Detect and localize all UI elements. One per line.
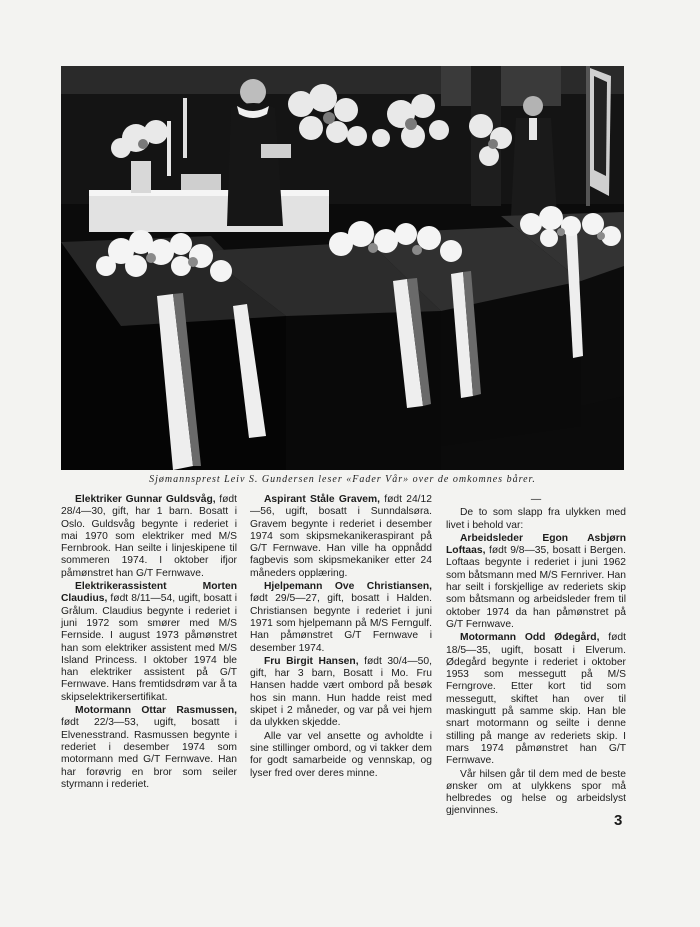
paragraph-lead: Elektrikerassistent Morten Claudius, [61,581,237,605]
paragraph-text: Vår hilsen går til dem med de beste ønsker om at ulykkens spor må helbredes og helse og arbeidslyst gjenvinnes. [446,768,626,817]
paragraph-text: født 28/4—30, gift, har 1 barn. Bosatt i Oslo. Guldsvåg begynte i rederiet i mai 1970 som elektriker med M/S Fernbrook. Han seilte i linjeskipene til sommeren 1974. I oktober ifjor påmønstret han G/T Fernwave. [61,494,237,579]
paragraph [250,656,432,730]
paragraph-text: født 24/12—56, ugift, bosatt i Sunndalsøra. Gravem begynte i rederiet i desember 1974 som skipsmekanikeraspirant på G/T Fernwave. Han ville ha oppnådd fagbevis som skipsmekaniker etter 24 måneders opplæring. [250,494,433,579]
paragraph [446,507,626,532]
paragraph [250,494,432,580]
paragraph-text: født 30/4—50, gift, har 3 barn, Bosatt i Mo. Fru Hansen hadde vært ombord på besøk hos sin mann. Hun hadde reist med skipet i 2 måneder, og var på vei hjem da ulykken skjedde. [250,655,432,729]
text-column-1 [61,494,237,791]
paragraph-lead: Motormann Odd Ødegård, [460,632,600,644]
paragraph [61,494,237,580]
paragraph-lead: Motormann Ottar Rasmussen, [75,705,237,717]
paragraph-text: — [530,494,542,505]
memorial-photo [61,66,624,470]
paragraph [61,581,237,704]
paragraph-lead: Elektriker Gunnar Guldsvåg, [75,494,216,505]
text-column-3 [446,494,626,818]
paragraph-text: De to som slapp fra ulykken med livet i behold var: [446,507,626,531]
paragraph-lead: Arbeidsleder Egon Asbjørn Loftaas, [446,532,626,557]
paragraph-text: født 8/11—54, ugift, bosatt i Grålum. Claudius begynte i rederiet i juni 1972 som smører med M/S Fernside. I august 1973 påmønstret han som elektriker assistent med M/S Island Princess. I oktober 1974 ble han elektriker assistent på G/T Fernwave. Hans fremtidsdrøm var å ta skipselektrikersertifikat. [61,593,237,703]
paragraph [250,581,432,655]
paragraph-lead: Fru Birgit Hansen, [264,655,359,667]
paragraph [250,731,432,780]
page-number: 3 [614,812,623,829]
photo-illustration [61,66,624,470]
text-column-2 [250,494,432,780]
paragraph-lead: Aspirant Ståle Gravem, [264,494,381,505]
paragraph [446,533,626,631]
paragraph-text: Alle var vel ansette og avholdte i sine stillinger ombord, og vi takker dem for godt samarbeide og vennskap, og lyser fred over deres minne. [250,730,432,779]
paragraph-text: født 29/5—27, gift, bosatt i Halden. Christiansen begynte i rederiet i juni 1971 som hjelpemann på M/S Ferngulf. Han påmønstret G/T Fernwave i desember 1974. [250,593,432,654]
paragraph-lead: Hjelpemann Ove Christiansen, [264,581,432,593]
paragraph-text: født 9/8—35, bosatt i Bergen. Loftaas begynte i rederiet i juni 1962 som båtsmann med M/S Fernriver. Han har seilt i forskjellige av rederiets skip som båtsmann og arbeidsleder frem til oktober 1974 da han påmønstret på G/T Fernwave. [446,545,626,630]
paragraph-text: født 18/5—35, ugift, bosatt i Elverum. Ødegård begynte i rederiet i oktober 1953 som messegutt på M/S Ferngrove. Etter kort tid som messegutt, skiftet han over til maskingutt på samme skip. Han ble snart motormann og seilte i denne stilling på mange av rederiets skip. I mars 1974 påmønstret han G/T Fernwave. [446,632,626,767]
paragraph-text: født 22/3—53, ugift, bosatt i Elvenesstrand. Rasmussen begynte i rederiet i desember 1974 som motormann med G/T Fernwave. Han har forøvrig en bror som seiler styrmann i rederiet. [61,717,237,790]
paragraph [446,494,626,506]
paragraph [446,632,626,767]
paragraph [61,705,237,791]
paragraph [446,769,626,818]
photo-caption: Sjømannsprest Leiv S. Gundersen leser «Fader Vår» over de omkomnes bårer. [149,474,536,485]
